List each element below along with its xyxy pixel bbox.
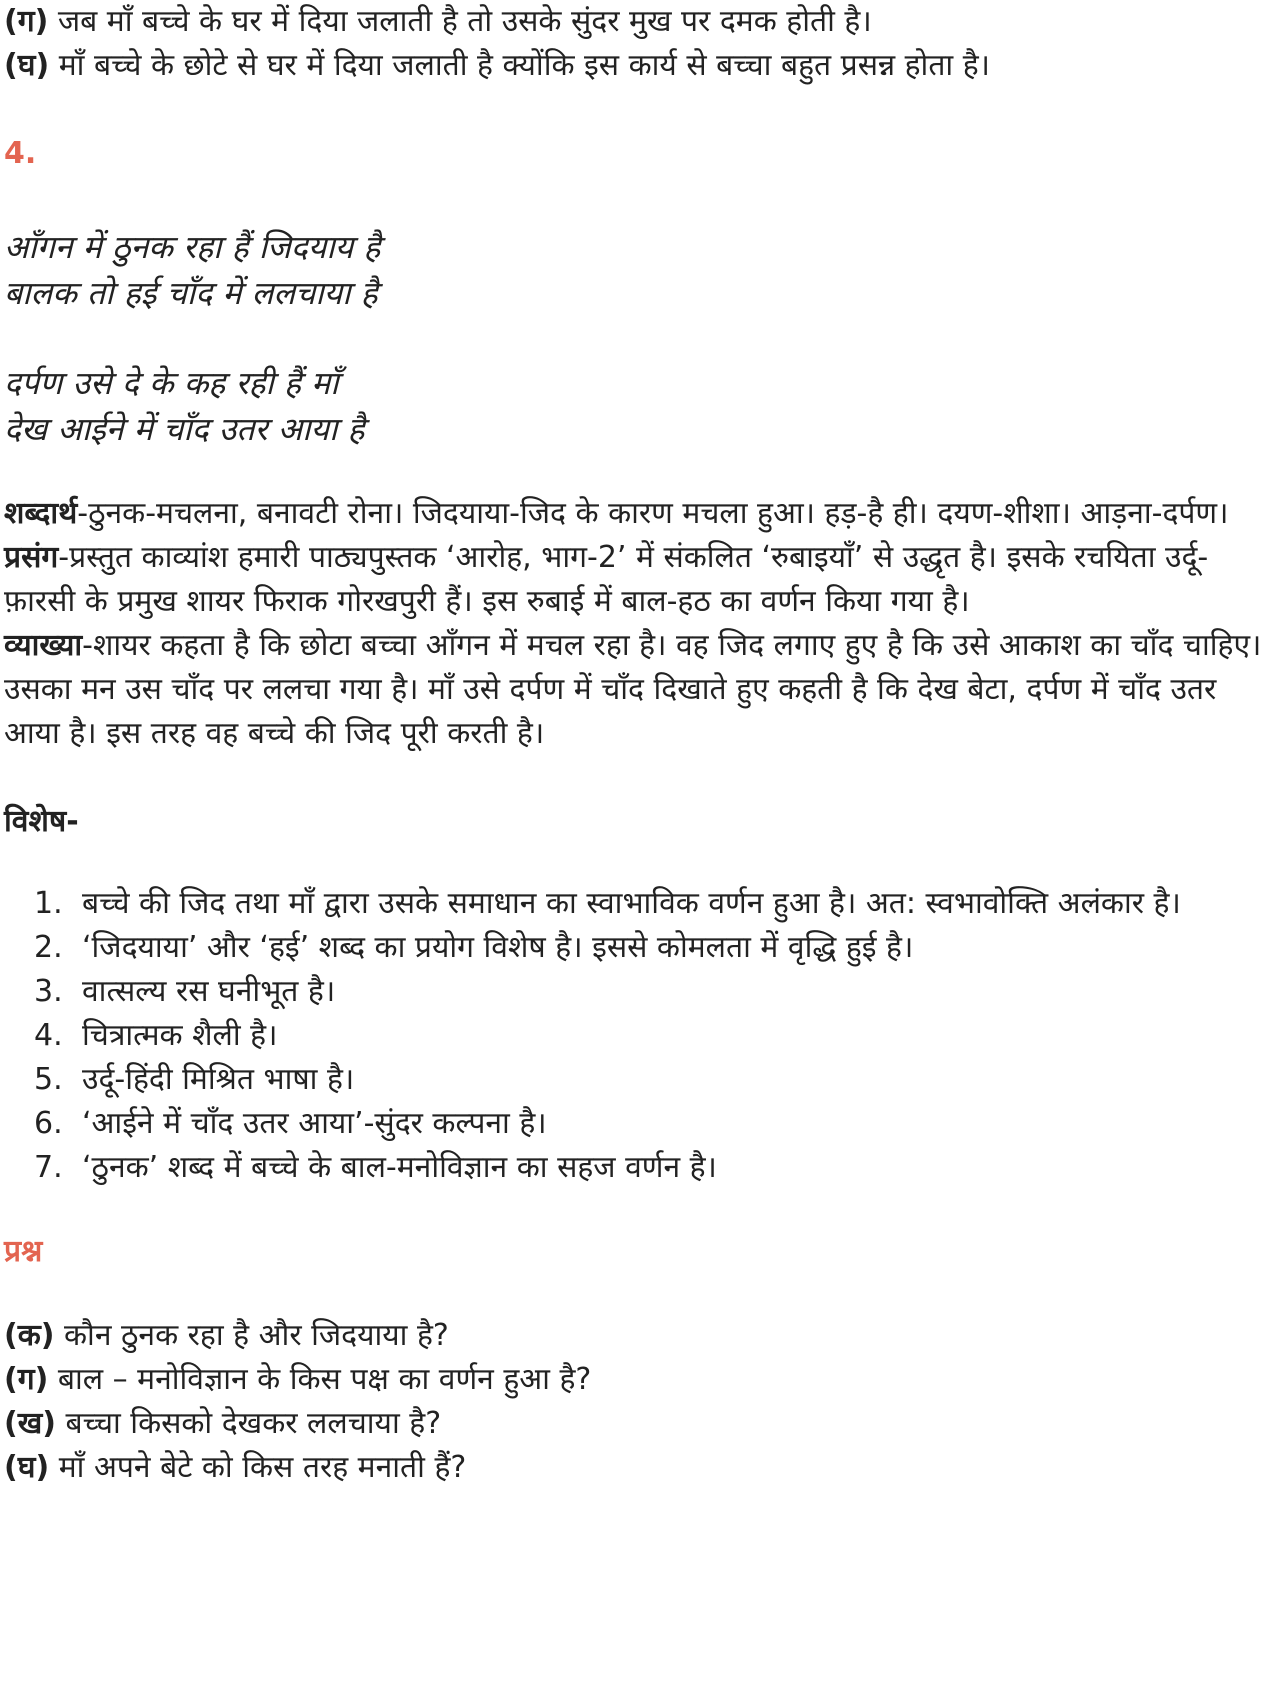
list-number: 4. [34,1018,63,1053]
list-text: ‘आईने में चाँद उतर आया’-सुंदर कल्पना है। [82,1106,547,1141]
poem-line: बालक तो हई चाँद में ललचाया है [4,274,378,312]
list-number: 5. [34,1062,63,1097]
option-line [4,0,1278,44]
poem-line: आँगन में ठुनक रहा हैं जिदयाय है [4,228,381,266]
list-number: 1. [34,886,63,921]
question-label: (घ) [4,1450,50,1485]
list-text: वात्सल्य रस घनीभूत है। [82,974,336,1009]
prasang-heading: प्रसंग [4,540,59,575]
poem [4,224,1278,452]
list-item [34,970,1278,1014]
top-options [4,0,1278,88]
question-line [4,1314,1278,1358]
question-line [4,1446,1278,1490]
prashn-heading: प्रश्न [4,1234,43,1269]
list-text: ‘जिदयाया’ और ‘हई’ शब्द का प्रयोग विशेष है। इससे कोमलता में वृद्धि हुई है। [82,930,914,965]
list-text: बच्चे की जिद तथा माँ द्वारा उसके समाधान का स्वाभाविक वर्णन हुआ है। अत: स्वभावोक्ति अलंकार है। [82,886,1181,921]
list-item [34,1014,1278,1058]
list-item [34,1146,1278,1190]
list-number: 7. [34,1150,63,1185]
question-label: (ग) [4,1362,49,1397]
section-number: 4. [4,136,37,171]
poem-line: देख आईने में चाँद उतर आया है [4,410,365,448]
prasang-text: -प्रस्तुत काव्यांश हमारी पाठ्यपुस्तक ‘आरोह, भाग-2’ में संकलित ‘रुबाइयाँ’ से उद्धृत है। इसके रचयिता उर्दू-फ़ारसी के प्रमुख शायर फिराक गोरखपुरी हैं। इस रुबाई में बाल-हठ का वर्णन किया गया है। [4,540,1209,619]
option-text: माँ बच्चे के छोटे से घर में दिया जलाती है क्योंकि इस कार्य से बच्चा बहुत प्रसन्न होता है। [49,48,991,83]
option-label: (घ) [4,48,50,83]
list-item [34,1102,1278,1146]
list-item [34,1058,1278,1102]
option-line [4,44,1278,88]
list-text: उर्दू-हिंदी मिश्रित भाषा है। [82,1062,355,1097]
list-item [34,926,1278,970]
shabdarth-text: -ठुनक-मचलना, बनावटी रोना। जिदयाया-जिद के कारण मचला हुआ। हड़-है ही। दयण-शीशा। आड़ना-दर्पण। [77,496,1229,531]
question-text: माँ अपने बेटे को किस तरह मनाती हैं? [49,1450,467,1485]
question-list [4,1314,1278,1490]
prasang-paragraph [4,536,1266,624]
list-text: ‘ठुनक’ शब्द में बच्चे के बाल-मनोविज्ञान का सहज वर्णन है। [82,1150,717,1185]
shabdarth-heading: शब्दार्थ [4,496,78,531]
option-text: जब माँ बच्चे के घर में दिया जलाती है तो उसके सुंदर मुख पर दमक होती है। [48,4,872,39]
question-label: (ख) [4,1406,56,1441]
question-line [4,1402,1278,1446]
question-text: बच्चा किसको देखकर ललचाया है? [55,1406,442,1441]
vishesh-list [4,882,1278,1190]
vyakhya-heading: व्याख्या [4,628,83,663]
list-number: 6. [34,1106,63,1141]
question-text: बाल – मनोविज्ञान के किस पक्ष का वर्णन हुआ है? [48,1362,592,1397]
shabdarth-paragraph [4,492,1266,536]
list-number: 3. [34,974,63,1009]
question-text: कौन ठुनक रहा है और जिदयाया है? [54,1318,449,1353]
vyakhya-paragraph [4,624,1266,756]
question-line [4,1358,1278,1402]
poem-line: दर्पण उसे दे के कह रही हैं माँ [4,364,339,402]
list-text: चित्रात्मक शैली है। [82,1018,278,1053]
option-label: (ग) [4,4,49,39]
question-label: (क) [4,1318,55,1353]
list-number: 2. [34,930,63,965]
vishesh-heading: विशेष- [4,804,79,839]
list-item [34,882,1278,926]
vyakhya-text: -शायर कहता है कि छोटा बच्चा आँगन में मचल रहा है। वह जिद लगाए हुए है कि उसे आकाश का चाँद चाहिए। उसका मन उस चाँद पर ललचा गया है। माँ उसे दर्पण में चाँद दिखाते हुए कहती है कि देख बेटा, दर्पण में चाँद उतर आया है। इस तरह वह बच्चे की जिद पूरी करती है। [4,628,1262,751]
